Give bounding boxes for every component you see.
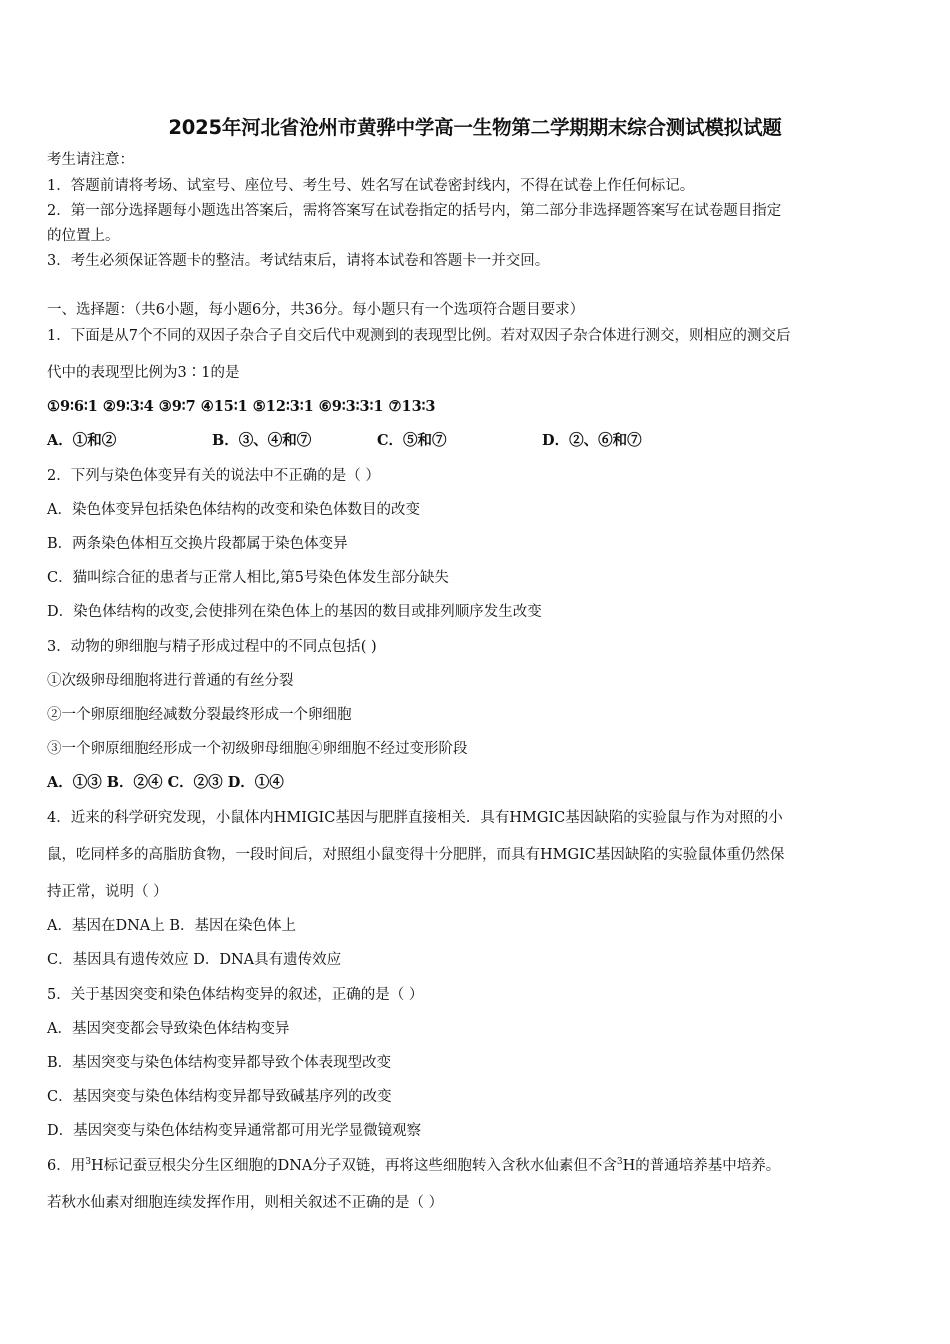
notice-heading: 考生请注意： <box>47 152 134 168</box>
section-heading: 一、选择题：（共6小题，每小题6分，共36分。每小题只有一个选项符合题目要求） <box>47 302 585 318</box>
question-3-item: ③一个卵原细胞经形成一个初级卵母细胞④卵细胞不经过变形阶段 <box>47 741 468 757</box>
q6-sup-1: 3 <box>85 1157 91 1167</box>
question-2-option-c: C．猫叫综合征的患者与正常人相比,第5号染色体发生部分缺失 <box>47 570 449 586</box>
question-5-option-d: D．基因突变与染色体结构变异通常都可用光学显微镜观察 <box>47 1123 422 1139</box>
question-4-stem: 4．近来的科学研究发现，小鼠体内HMIGIC基因与肥胖直接相关．具有HMGIC基因缺陷的实验鼠与作为对照的小 <box>47 810 783 826</box>
question-2-option-a: A．染色体变异包括染色体结构的改变和染色体数目的改变 <box>47 502 420 518</box>
question-4-stem-end: 持正常，说明（ ） <box>47 884 168 900</box>
question-6-stem <box>47 1156 780 1176</box>
q6-post: H的普通培养基中培养。 <box>622 1158 781 1174</box>
q6-mid: H标记蚕豆根尖分生区细胞的DNA分子双链，再将这些细胞转入含秋水仙素但不含 <box>90 1158 617 1174</box>
question-1-ratios: ①9∶6∶1 ②9∶3∶4 ③9∶7 ④15∶1 ⑤12∶3∶1 ⑥9∶3∶3∶1 ⑦13∶3 <box>47 398 436 415</box>
notice-item: 的位置上。 <box>47 228 120 244</box>
option-b: B．③、④和⑦ <box>212 432 312 449</box>
option-d: D．②、⑥和⑦ <box>542 432 642 449</box>
question-3-item: ①次级卵母细胞将进行普通的有丝分裂 <box>47 673 294 689</box>
q6-sup-2: 3 <box>616 1157 623 1167</box>
page-title: 2025年河北省沧州市黄骅中学高一生物第二学期期末综合测试模拟试题 <box>168 116 782 139</box>
question-1-stem-cont: 代中的表现型比例为3∶1的是 <box>47 365 240 381</box>
question-2-option-b: B．两条染色体相互交换片段都属于染色体变异 <box>47 536 348 552</box>
question-4-options-ab: A．基因在DNA上 B．基因在染色体上 <box>47 918 297 934</box>
question-5-option-a: A．基因突变都会导致染色体结构变异 <box>47 1021 290 1037</box>
question-4-options-cd: C．基因具有遗传效应 D．DNA具有遗传效应 <box>47 952 342 968</box>
q6-pre: 6．用 <box>47 1158 86 1174</box>
question-1-options <box>47 431 642 451</box>
question-3-stem: 3．动物的卵细胞与精子形成过程中的不同点包括( ) <box>47 639 377 655</box>
question-5-stem: 5．关于基因突变和染色体结构变异的叙述，正确的是（ ） <box>47 987 424 1003</box>
question-4-stem-cont: 鼠，吃同样多的高脂肪食物，一段时间后，对照组小鼠变得十分肥胖，而具有HMGIC基因缺陷的实验鼠体重仍然保 <box>47 847 785 863</box>
notice-item: 2．第一部分选择题每小题选出答案后，需将答案写在试卷指定的括号内，第二部分非选择题答案写在试卷题目指定 <box>47 203 782 219</box>
question-1-stem: 1．下面是从7个不同的双因子杂合子自交后代中观测到的表现型比例。若对双因子杂合体进行测交，则相应的测交后 <box>47 328 791 344</box>
question-3-options: A．①③ B．②④ C．②③ D．①④ <box>47 774 284 791</box>
question-5-option-c: C．基因突变与染色体结构变异都导致碱基序列的改变 <box>47 1089 392 1105</box>
question-5-option-b: B．基因突变与染色体结构变异都导致个体表现型改变 <box>47 1055 392 1071</box>
question-2-stem: 2．下列与染色体变异有关的说法中不正确的是（ ） <box>47 468 380 484</box>
question-6-stem-cont: 若秋水仙素对细胞连续发挥作用，则相关叙述不正确的是（ ） <box>47 1195 444 1211</box>
notice-item: 1．答题前请将考场、试室号、座位号、考生号、姓名写在试卷密封线内，不得在试卷上作任何标记。 <box>47 178 695 194</box>
question-3-item: ②一个卵原细胞经减数分裂最终形成一个卵细胞 <box>47 707 352 723</box>
notice-item: 3．考生必须保证答题卡的整洁。考试结束后，请将本试卷和答题卡一并交回。 <box>47 253 550 269</box>
question-2-option-d: D．染色体结构的改变,会使排列在染色体上的基因的数目或排列顺序发生改变 <box>47 604 542 620</box>
option-a: A．①和② <box>47 432 117 449</box>
option-c: C．⑤和⑦ <box>377 432 447 449</box>
